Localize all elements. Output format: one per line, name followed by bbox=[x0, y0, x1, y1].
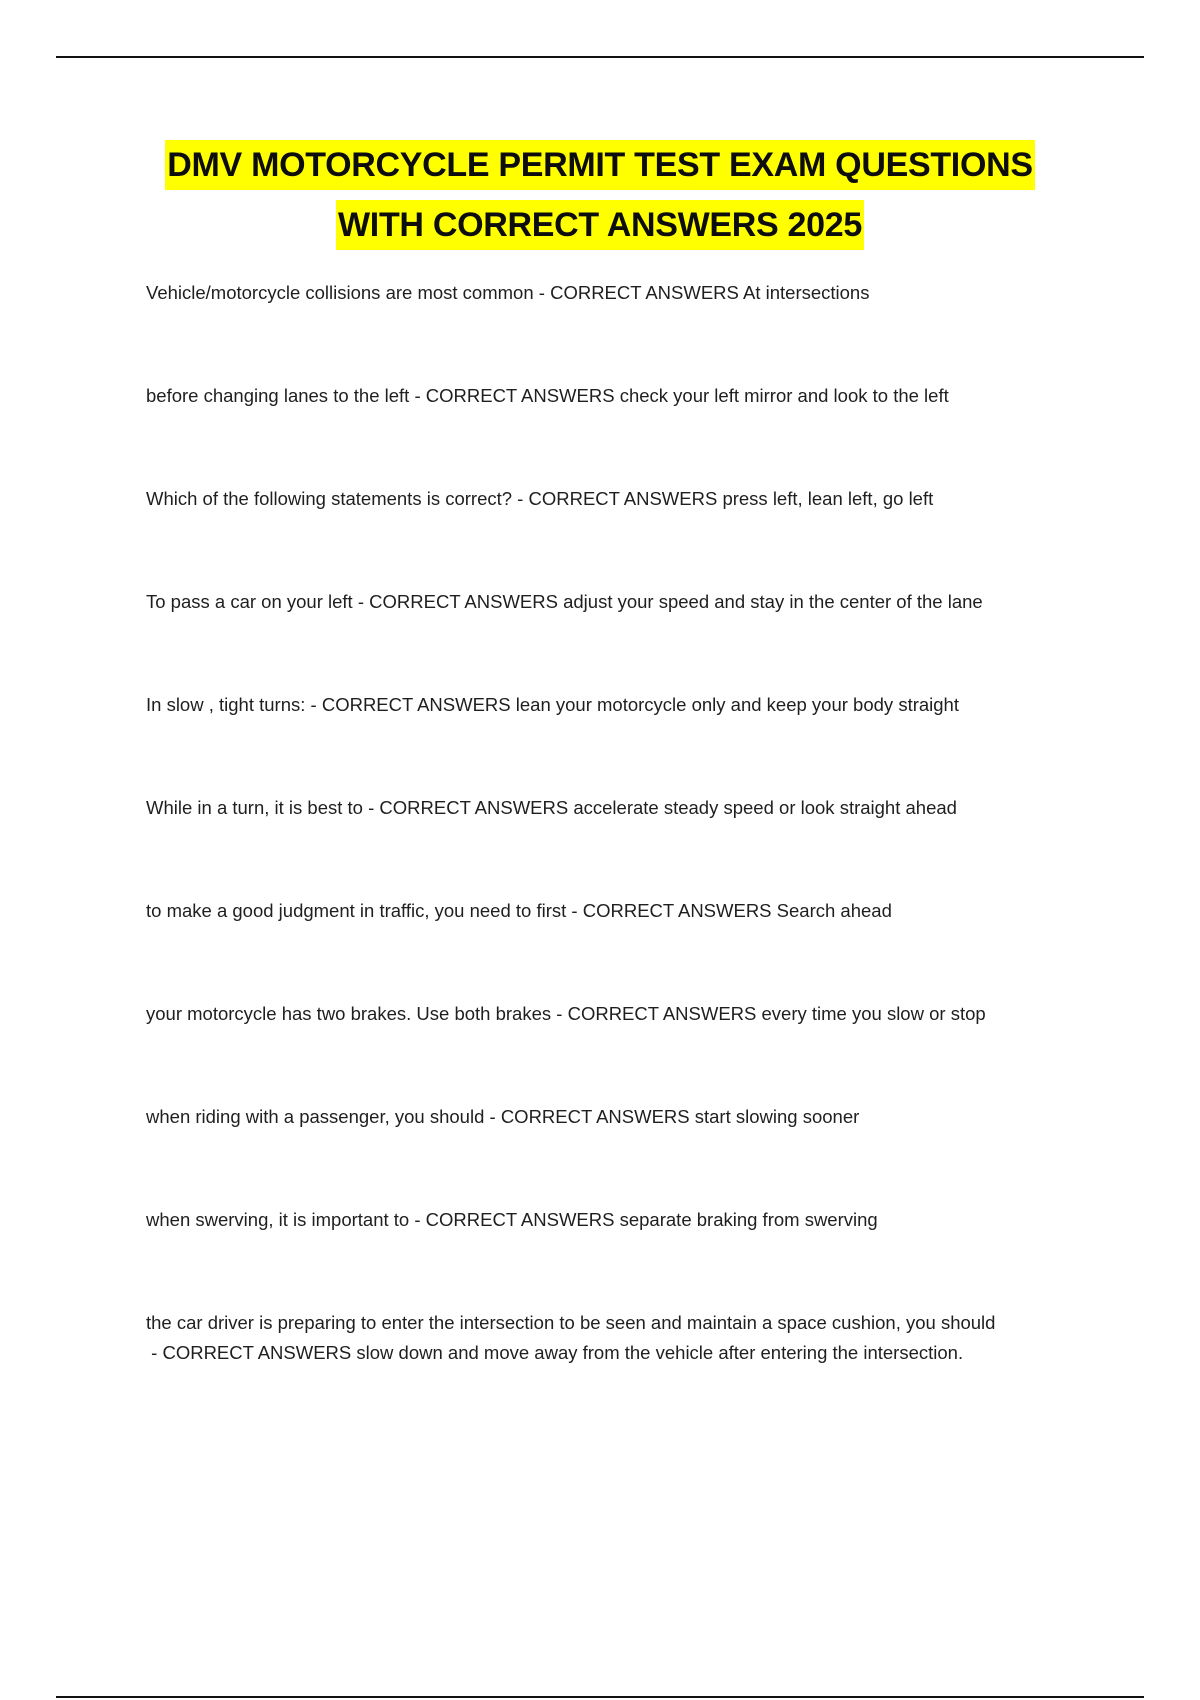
top-rule bbox=[56, 56, 1144, 58]
answer-text: start slowing sooner bbox=[694, 1106, 860, 1127]
answer-text: every time you slow or stop bbox=[761, 1003, 986, 1024]
qa-item: to make a good judgment in traffic, you need to first - CORRECT ANSWERS Search ahead bbox=[146, 900, 892, 921]
answer-marker: CORRECT ANSWERS bbox=[500, 1106, 690, 1127]
answer-marker: CORRECT ANSWERS bbox=[528, 488, 718, 509]
question-text: While in a turn, it is best to bbox=[146, 797, 363, 818]
question-text: when riding with a passenger, you should bbox=[146, 1106, 485, 1127]
question-text: the car driver is preparing to enter the intersection to be seen and maintain a space cushion, you should bbox=[146, 1312, 996, 1333]
answer-marker: CORRECT ANSWERS bbox=[162, 1342, 352, 1363]
qa-item: Which of the following statements is correct? - CORRECT ANSWERS press left, lean left, go left bbox=[146, 488, 934, 509]
answer-marker: CORRECT ANSWERS bbox=[425, 385, 615, 406]
answer-marker: CORRECT ANSWERS bbox=[425, 1209, 615, 1230]
answer-text: separate braking from swerving bbox=[619, 1209, 878, 1230]
bottom-rule bbox=[56, 1696, 1144, 1698]
question-text: before changing lanes to the left bbox=[146, 385, 410, 406]
question-text: your motorcycle has two brakes. Use both brakes bbox=[146, 1003, 552, 1024]
answer-marker: CORRECT ANSWERS bbox=[582, 900, 772, 921]
answer-marker: CORRECT ANSWERS bbox=[379, 797, 569, 818]
answer-marker: CORRECT ANSWERS bbox=[550, 282, 739, 303]
answer-text: press left, lean left, go left bbox=[722, 488, 934, 509]
answer-text: adjust your speed and stay in the center of the lane bbox=[563, 591, 983, 612]
question-text: when swerving, it is important to bbox=[146, 1209, 410, 1230]
question-text: Vehicle/motorcycle collisions are most common bbox=[146, 282, 534, 303]
answer-text: slow down and move away from the vehicle after entering the intersection. bbox=[356, 1342, 964, 1363]
qa-item: In slow , tight turns: - CORRECT ANSWERS lean your motorcycle only and keep your body straight bbox=[146, 694, 959, 715]
answer-marker: CORRECT ANSWERS bbox=[567, 1003, 757, 1024]
qa-item: To pass a car on your left - CORRECT ANSWERS adjust your speed and stay in the center of the lane bbox=[146, 591, 983, 612]
answer-marker: CORRECT ANSWERS bbox=[321, 694, 511, 715]
title-line-2: WITH CORRECT ANSWERS 2025 bbox=[336, 200, 864, 250]
answer-text: At intersections bbox=[743, 282, 870, 303]
answer-marker: CORRECT ANSWERS bbox=[369, 591, 558, 612]
answer-text: lean your motorcycle only and keep your body straight bbox=[515, 694, 959, 715]
title-line-1: DMV MOTORCYCLE PERMIT TEST EXAM QUESTIONS bbox=[165, 140, 1034, 190]
qa-item: Vehicle/motorcycle collisions are most common - CORRECT ANSWERS At intersections bbox=[146, 282, 870, 303]
qa-item: when riding with a passenger, you should - CORRECT ANSWERS start slowing sooner bbox=[146, 1106, 860, 1127]
question-text: In slow , tight turns: bbox=[146, 694, 306, 715]
qa-item: the car driver is preparing to enter the intersection to be seen and maintain a space cushion, you should - CORRECT ANSWERS slow down and move away from the vehicle after entering the intersection. bbox=[146, 1312, 996, 1363]
answer-text: Search ahead bbox=[776, 900, 892, 921]
question-text: to make a good judgment in traffic, you need to first bbox=[146, 900, 567, 921]
document-title bbox=[0, 140, 1200, 250]
answer-text: check your left mirror and look to the left bbox=[619, 385, 949, 406]
answer-text: accelerate steady speed or look straight ahead bbox=[573, 797, 957, 818]
question-text: To pass a car on your left bbox=[146, 591, 353, 612]
qa-item: when swerving, it is important to - CORRECT ANSWERS separate braking from swerving bbox=[146, 1209, 878, 1230]
qa-item: before changing lanes to the left - CORRECT ANSWERS check your left mirror and look to the left bbox=[146, 385, 949, 406]
qa-item: your motorcycle has two brakes. Use both brakes - CORRECT ANSWERS every time you slow or stop bbox=[146, 1003, 986, 1024]
question-text: Which of the following statements is correct? bbox=[146, 488, 513, 509]
question-answer-list bbox=[146, 278, 1106, 1368]
qa-item: While in a turn, it is best to - CORRECT ANSWERS accelerate steady speed or look straight ahead bbox=[146, 797, 957, 818]
